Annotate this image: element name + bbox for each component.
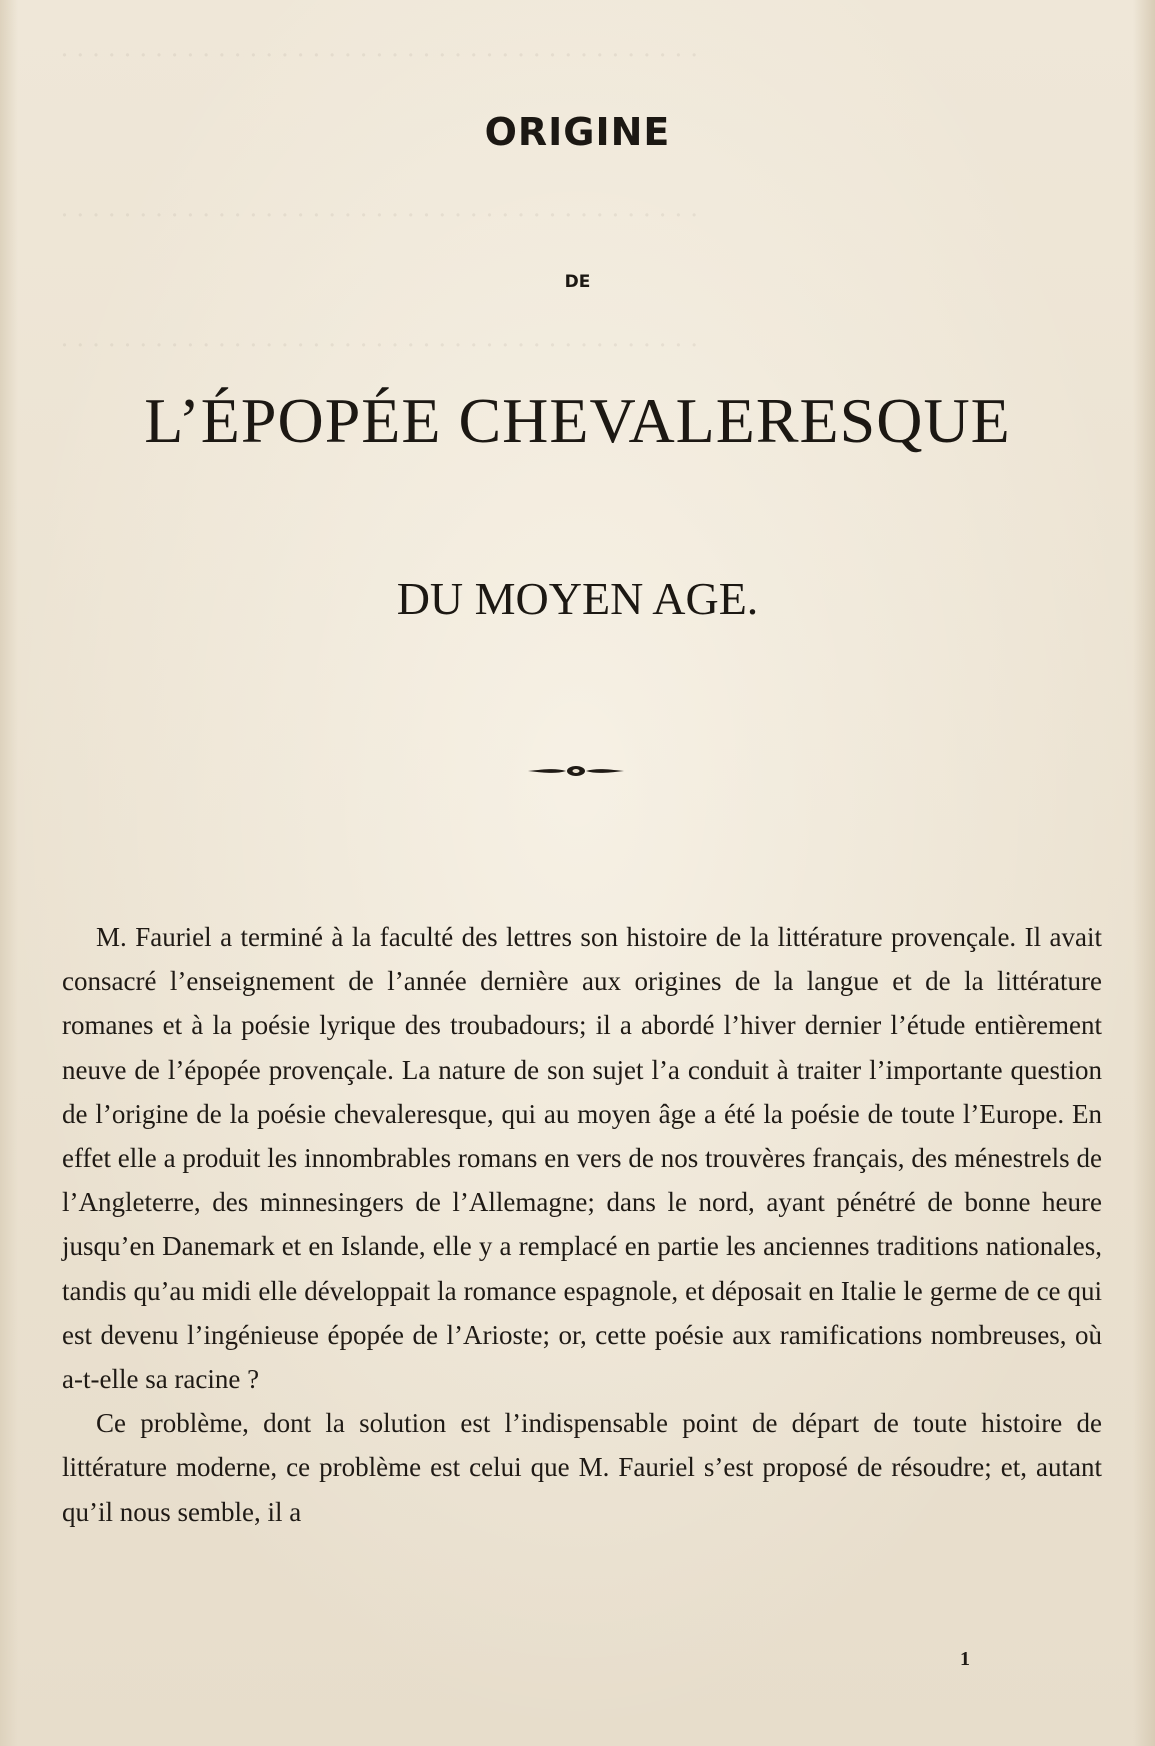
page-number: 1 — [960, 1648, 970, 1670]
bleed-through: · · · · · · · · · · · · · · · · · · · · · · · · · · · · · · · · · · · · · · · · · — [60, 40, 699, 70]
paragraph: M. Fauriel a terminé à la faculté des lettres son histoire de la littérature provençale. Il avait consacré l’enseignement de l’année dernière aux origines de la langue et de la littérature romanes et à la poésie lyrique des troubadours; il a abordé l’hiver dernier l’étude entièrement neuve de l’épopée provençale. La nature de son sujet l’a conduit à traiter l’importante question de l’origine de la poésie chevaleresque, qui au moyen âge a été la poésie de toute l’Europe. En effet elle a produit les innombrables romans en vers de nos trouvères français, des ménestrels de l’Angleterre, des minnesingers de l’Allemagne; dans le nord, ayant pénétré de bonne heure jusqu’en Danemark et en Islande, elle y a remplacé en partie les anciennes traditions nationales, tandis qu’au midi elle développait la romance espagnole, et déposait en Italie le germe de ce qui est devenu l’ingénieuse épopée de l’Arioste; or, cette poésie aux ramifications nombreuses, où a-t-elle sa racine ? — [62, 922, 1102, 1395]
title-epopee-chevaleresque: L’ÉPOPÉE CHEVALERESQUE — [144, 385, 1011, 456]
page-left-edge — [0, 0, 18, 1746]
page-right-edge — [1133, 0, 1155, 1746]
ornament-divider — [526, 763, 626, 779]
title-de: DE — [564, 272, 591, 292]
bleed-through: · · · · · · · · · · · · · · · · · · · · · · · · · · · · · · · · · · · · · · · · · — [60, 200, 699, 230]
body-text — [62, 915, 1102, 1534]
bleed-through: · · · · · · · · · · · · · · · · · · · · · · · · · · · · · · · · · · · · · · · · · — [60, 330, 699, 360]
title-origine: ORIGINE — [484, 110, 671, 154]
title-du-moyen-age: DU MOYEN AGE. — [396, 573, 759, 624]
paragraph: Ce problème, dont la solution est l’indispensable point de départ de toute histoire de littérature moderne, ce problème est celui que M. Fauriel s’est proposé de résoudre; et, autant qu’il nous semble, il a — [62, 1408, 1102, 1527]
